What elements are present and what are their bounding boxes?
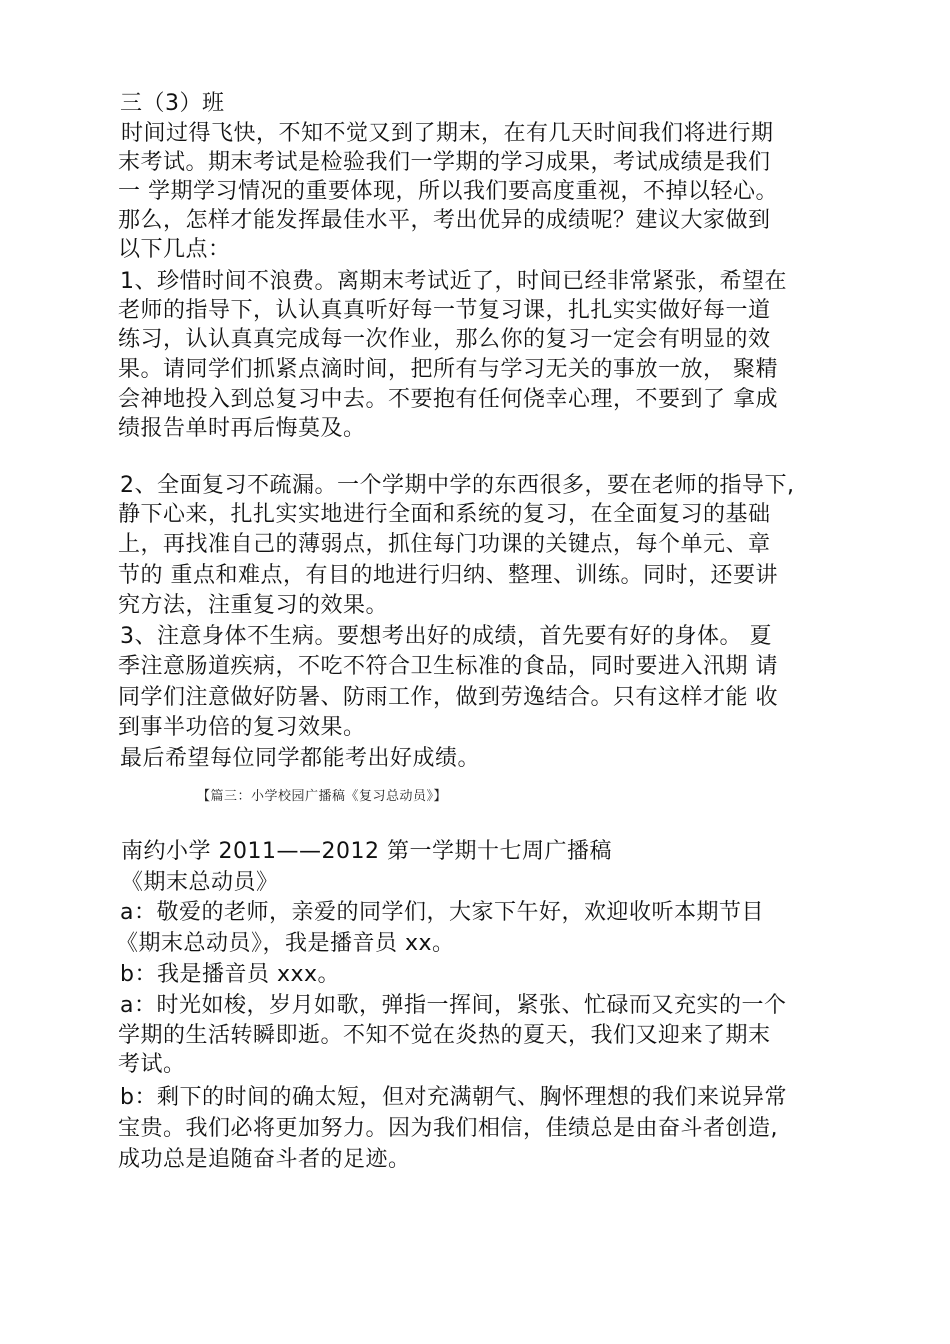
intro-line: 时间过得飞快，不知不觉又到了期末，在有几天时间我们将进行期	[121, 121, 774, 146]
section-note: 【篇三：小学校园广播稿《复习总动员》】	[197, 789, 448, 804]
dialogue-line: b：剩下的时间的确太短，但对充满朝气、胸怀理想的我们来说异常	[120, 1085, 787, 1110]
point3-line: 季注意肠道疾病，不吃不符合卫生标准的食品，同时要进入汛期 请	[118, 654, 778, 679]
point3-line: 同学们注意做好防暑、防雨工作，做到劳逸结合。只有这样才能 收	[118, 685, 778, 710]
point2-line: 静下心来，扎扎实实地进行全面和系统的复习，在全面复习的基础	[118, 502, 771, 527]
broadcast-title: 南约小学 2011——2012 第一学期十七周广播稿	[121, 839, 612, 864]
dialogue-line: 考试。	[118, 1052, 186, 1077]
broadcast-subtitle: 《期末总动员》	[121, 870, 279, 895]
intro-line: 以下几点：	[118, 237, 231, 262]
point1-line: 老师的指导下，认认真真听好每一节复习课，扎扎实实做好每一道	[118, 298, 771, 323]
point3-line: 3、注意身体不生病。要想考出好的成绩，首先要有好的身体。 夏	[120, 624, 772, 649]
dialogue-line: 成功总是追随奋斗者的足迹。	[118, 1147, 411, 1172]
dialogue-line: a：时光如梭，岁月如歌，弹指一挥间，紧张、忙碌而又充实的一个	[120, 993, 787, 1018]
intro-line: 末考试。期末考试是检验我们一学期的学习成果，考试成绩是我们	[118, 150, 771, 175]
point2-line: 上，再找准自己的薄弱点，抓住每门功课的关键点，每个单元、章	[118, 532, 771, 557]
closing-line: 最后希望每位同学都能考出好成绩。	[120, 746, 481, 771]
dialogue-line: 《期末总动员》，我是播音员 xx。	[116, 931, 455, 956]
point1-line: 绩报告单时再后悔莫及。	[118, 416, 366, 441]
point3-line: 到事半功倍的复习效果。	[118, 715, 366, 740]
point1-line: 1、珍惜时间不浪费。离期末考试近了，时间已经非常紧张，希望在	[120, 269, 787, 294]
point1-line: 会神地投入到总复习中去。不要抱有任何侥幸心理，不要到了 拿成	[118, 387, 778, 412]
class-heading: 三（3）班	[120, 91, 225, 116]
point2-line: 究方法，注重复习的效果。	[118, 593, 389, 618]
dialogue-line: b：我是播音员 xxx。	[120, 962, 341, 987]
dialogue-line: 宝贵。我们必将更加努力。因为我们相信，佳绩总是由奋斗者创造,	[118, 1116, 778, 1141]
dialogue-line: a：敬爱的老师，亲爱的同学们，大家下午好，欢迎收听本期节目	[120, 900, 764, 925]
point2-line: 2、全面复习不疏漏。一个学期中学的东西很多，要在老师的指导下,	[120, 473, 795, 498]
dialogue-line: 学期的生活转瞬即逝。不知不觉在炎热的夏天，我们又迎来了期末	[118, 1023, 771, 1048]
point2-line: 节的 重点和难点，有目的地进行归纳、整理、训练。同时，还要讲	[118, 563, 778, 588]
intro-line: 那么，怎样才能发挥最佳水平，考出优异的成绩呢？建议大家做到	[118, 208, 771, 233]
point1-line: 果。请同学们抓紧点滴时间，把所有与学习无关的事放一放， 聚精	[118, 357, 778, 382]
intro-line: 一 学期学习情况的重要体现，所以我们要高度重视，不掉以轻心。	[118, 179, 778, 204]
point1-line: 练习，认认真真完成每一次作业，那么你的复习一定会有明显的效	[118, 327, 771, 352]
